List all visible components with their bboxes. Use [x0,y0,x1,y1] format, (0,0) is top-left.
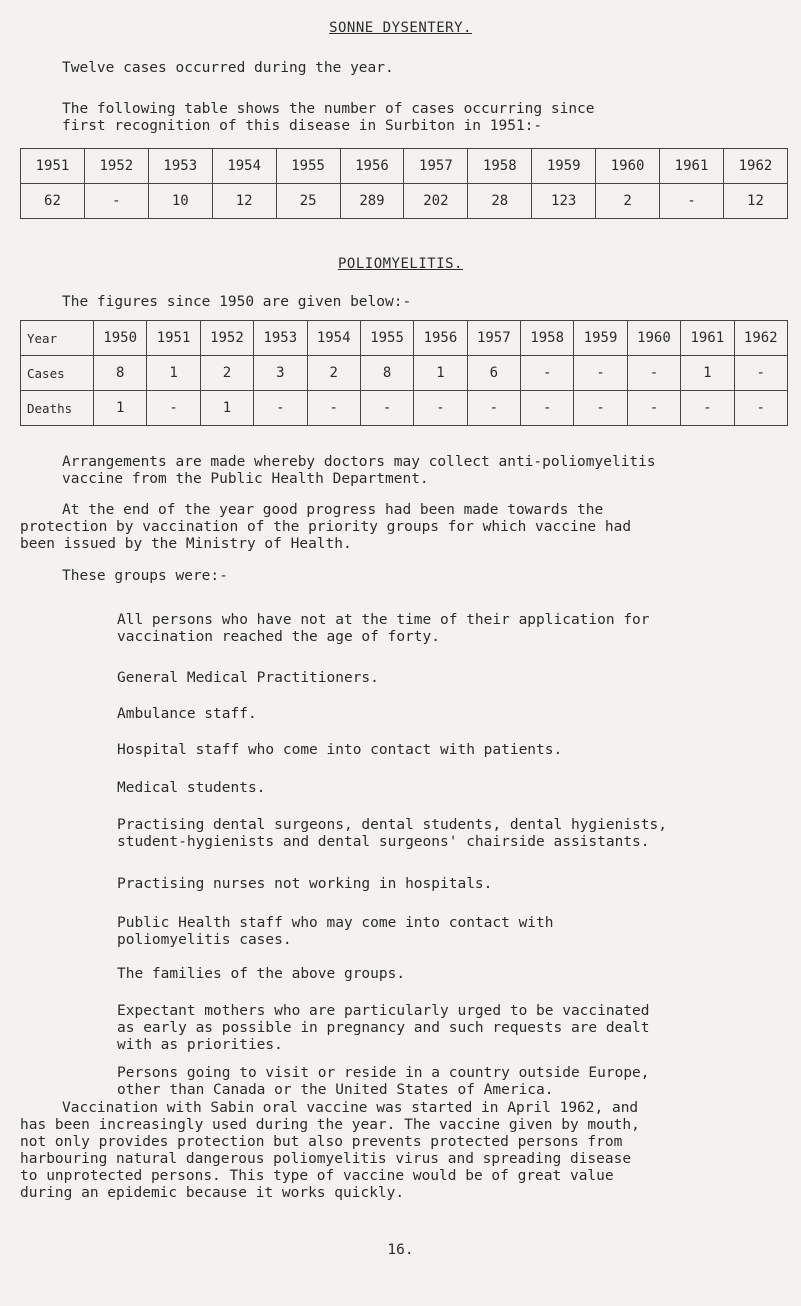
case-count-cell: 25 [276,184,340,219]
case-count-cell: 2 [596,184,660,219]
year-cell: 1955 [276,149,340,184]
vaccination-progress-para: At the end of the year good progress had been made towards the protection by vaccination of the priority groups for which vaccine had been issued by the Ministry of Health. [20,502,632,552]
case-count-cell: 3 [254,356,307,391]
death-count-cell: 1 [94,391,147,426]
sonne-table-intro: The following table shows the number of cases occurring since first recognition of this disease in Surbiton in 1951:- [62,101,595,134]
priority-group-item: The families of the above groups. [117,966,406,982]
case-count-cell: 2 [200,356,253,391]
case-count-cell: - [574,356,627,391]
sonne-dysentery-heading: SONNE DYSENTERY. [329,20,472,36]
year-cell: 1953 [148,149,212,184]
death-count-cell: - [467,391,520,426]
case-count-cell: 289 [340,184,404,219]
sonne-year-row [21,149,788,184]
case-count-cell: - [660,184,724,219]
year-cell: 1961 [681,321,734,356]
year-cell: 1951 [21,149,85,184]
death-count-cell: - [414,391,467,426]
death-count-cell: - [254,391,307,426]
case-count-cell: 12 [212,184,276,219]
priority-group-item: General Medical Practitioners. [117,670,379,686]
priority-group-item: Public Health staff who may come into contact with poliomyelitis cases. [117,915,554,948]
case-count-cell: - [627,356,680,391]
polio-year-row [21,321,788,356]
priority-group-item: Practising dental surgeons, dental students, dental hygienists, student-hygienists and dental surgeons' chairside assistants. [117,817,667,850]
death-count-cell: - [147,391,200,426]
row-label-deaths: Deaths [21,391,94,426]
case-count-cell: 2 [307,356,360,391]
year-cell: 1954 [307,321,360,356]
row-label-year: Year [21,321,94,356]
year-cell: 1958 [468,149,532,184]
year-cell: 1957 [404,149,468,184]
year-cell: 1958 [521,321,574,356]
year-cell: 1952 [84,149,148,184]
case-count-cell: 202 [404,184,468,219]
page-number: 16. [387,1242,414,1258]
year-cell: 1960 [627,321,680,356]
year-cell: 1957 [467,321,520,356]
year-cell: 1962 [723,149,787,184]
case-count-cell: 62 [21,184,85,219]
year-cell: 1960 [596,149,660,184]
sonne-cases-summary: Twelve cases occurred during the year. [62,60,394,76]
sonne-cases-row [21,184,788,219]
year-cell: 1956 [340,149,404,184]
priority-group-item: All persons who have not at the time of their application for vaccination reached the age of forty. [117,612,650,645]
case-count-cell: 8 [94,356,147,391]
year-cell: 1959 [574,321,627,356]
death-count-cell: - [734,391,788,426]
year-cell: 1952 [200,321,253,356]
year-cell: 1959 [532,149,596,184]
death-count-cell: - [574,391,627,426]
priority-group-item: Medical students. [117,780,266,796]
death-count-cell: 1 [200,391,253,426]
case-count-cell: - [84,184,148,219]
poliomyelitis-table [20,320,788,426]
case-count-cell: 8 [360,356,413,391]
case-count-cell: - [521,356,574,391]
year-cell: 1954 [212,149,276,184]
case-count-cell: 10 [148,184,212,219]
priority-group-item: Ambulance staff. [117,706,257,722]
sabin-vaccine-para: Vaccination with Sabin oral vaccine was started in April 1962, and has been increasingly used during the year. The vaccine given by mouth, not only provides protection but also prevents protected persons from harbouring natural dangerous poliomyelitis virus and spreading disease to unprotected persons. This type of vaccine would be of great value during an epidemic because it works quickly. [20,1100,640,1201]
death-count-cell: - [360,391,413,426]
year-cell: 1961 [660,149,724,184]
case-count-cell: 28 [468,184,532,219]
groups-intro: These groups were:- [62,568,228,584]
priority-group-item: Persons going to visit or reside in a country outside Europe, other than Canada or the United States of America. [117,1065,650,1098]
polio-deaths-row [21,391,788,426]
polio-cases-row [21,356,788,391]
row-label-cases: Cases [21,356,94,391]
year-cell: 1962 [734,321,788,356]
year-cell: 1955 [360,321,413,356]
year-cell: 1956 [414,321,467,356]
death-count-cell: - [627,391,680,426]
priority-group-item: Hospital staff who come into contact with patients. [117,742,563,758]
death-count-cell: - [521,391,574,426]
vaccine-arrangements-para: Arrangements are made whereby doctors may collect anti-poliomyelitis vaccine from the Public Health Department. [62,454,656,487]
year-cell: 1950 [94,321,147,356]
poliomyelitis-heading: POLIOMYELITIS. [337,256,463,272]
case-count-cell: 123 [532,184,596,219]
priority-group-item: Expectant mothers who are particularly urged to be vaccinated as early as possible in pregnancy and such requests are dealt with as priorities. [117,1003,650,1053]
case-count-cell: - [734,356,788,391]
polio-figures-intro: The figures since 1950 are given below:- [62,294,412,310]
case-count-cell: 12 [723,184,787,219]
death-count-cell: - [307,391,360,426]
case-count-cell: 6 [467,356,520,391]
case-count-cell: 1 [147,356,200,391]
sonne-dysentery-table [20,148,788,219]
case-count-cell: 1 [414,356,467,391]
priority-group-item: Practising nurses not working in hospitals. [117,876,493,892]
year-cell: 1953 [254,321,307,356]
case-count-cell: 1 [681,356,734,391]
year-cell: 1951 [147,321,200,356]
death-count-cell: - [681,391,734,426]
